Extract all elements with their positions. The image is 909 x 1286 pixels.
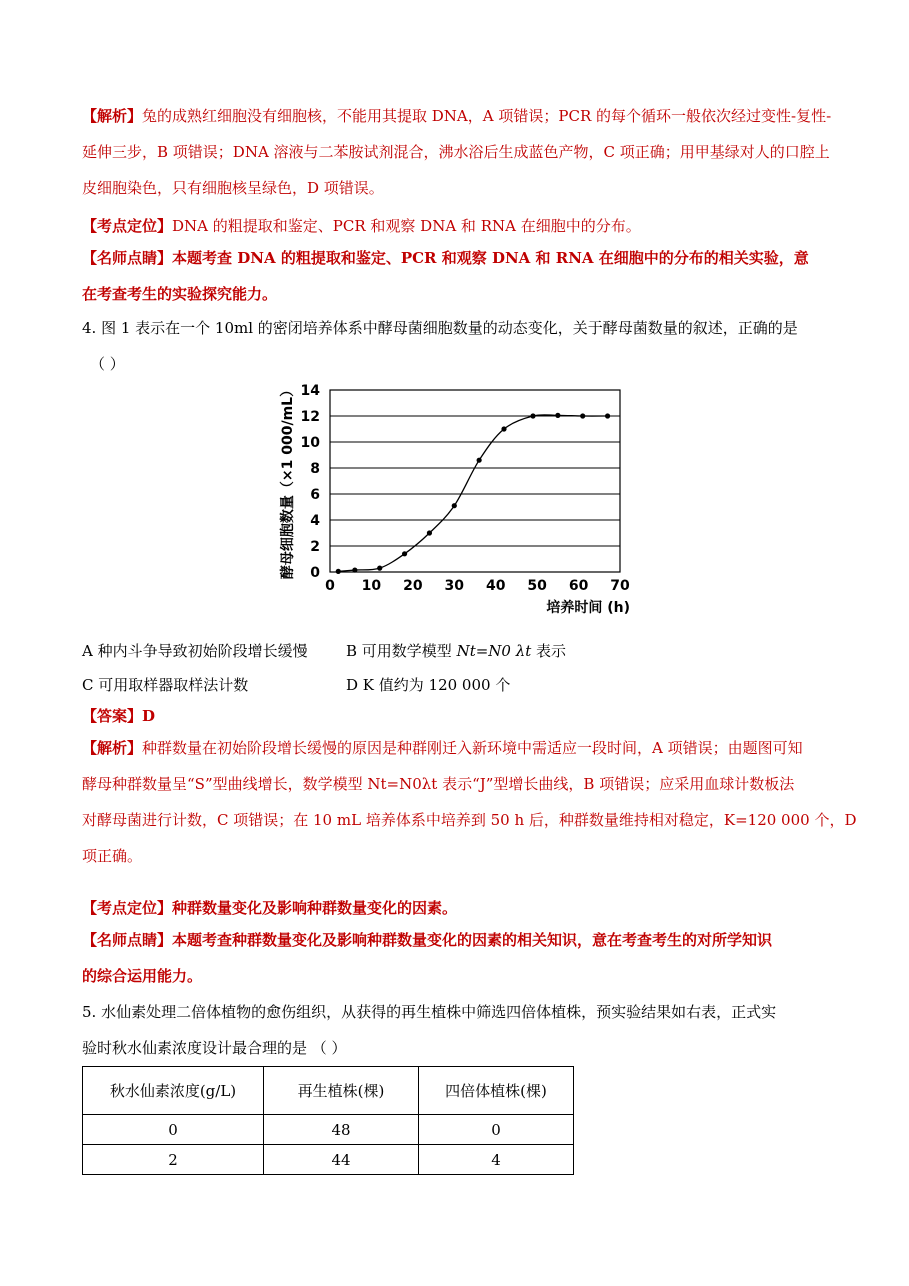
- x-tick-label: 10: [361, 578, 382, 594]
- option-c: C 可用取样器取样法计数: [82, 676, 249, 694]
- q4-mingshi: [82, 922, 828, 994]
- q3-mingshi-tag: 【名师点睛】: [82, 249, 173, 267]
- q4-answer-tag: 【答案】: [82, 707, 143, 725]
- q4-analysis-line-4: 项正确。: [82, 847, 143, 865]
- table-row: [83, 1115, 574, 1145]
- q4-mingshi-line-1: 本题考查种群数量变化及影响种群数量变化的因素的相关知识，意在考查考生的对所学知识: [172, 931, 773, 949]
- q5-stem-line-1: 5. 水仙素处理二倍体植物的愈伤组织，从获得的再生植株中筛选四倍体植株，预实验结果如右表，正式实: [82, 1003, 777, 1021]
- q3-kaodian-text: DNA 的粗提取和鉴定、PCR 和观察 DNA 和 RNA 在细胞中的分布。: [172, 217, 641, 235]
- q3-analysis: [82, 98, 832, 206]
- y-tick-label: 14: [300, 383, 320, 399]
- option-b-suffix: 表示: [531, 642, 567, 660]
- table-header-cell: 四倍体植株(棵): [419, 1067, 574, 1115]
- table-cell: 0: [83, 1115, 264, 1145]
- q3-analysis-line-1: 【解析】兔的成熟红细胞没有细胞核，不能用其提取 DNA，A 项错误；PCR 的每个循环一般依次经过变性-复性-: [82, 107, 832, 125]
- gridlines: [330, 416, 620, 546]
- x-tick-label: 0: [325, 578, 335, 594]
- table-cell: 44: [264, 1145, 419, 1175]
- table-cell: 0: [419, 1115, 574, 1145]
- table-header-cell: 再生植株(棵): [264, 1067, 419, 1115]
- option-a: A 种内斗争导致初始阶段增长缓慢: [82, 642, 308, 660]
- q3-analysis-line-3: 皮细胞染色，只有细胞核呈绿色，D 项错误。: [82, 179, 384, 197]
- q4-analysis: [82, 730, 857, 874]
- data-points: [336, 413, 610, 574]
- q4-analysis-line-2: 酵母种群数量呈“S”型曲线增长，数学模型 Nt=N0λt 表示“J”型增长曲线，B 项错误；应采用血球计数板法: [82, 775, 795, 793]
- x-axis-label: 培养时间 (h): [546, 600, 630, 616]
- data-point: [530, 413, 535, 418]
- data-point: [580, 413, 585, 418]
- data-point: [605, 413, 610, 418]
- q3-mingshi-line-2: 在考查考生的实验探究能力。: [82, 285, 278, 303]
- data-point: [402, 551, 407, 556]
- table-cell: 4: [419, 1145, 574, 1175]
- y-tick-labels: [301, 383, 321, 581]
- q4-stem: [82, 310, 828, 382]
- x-tick-label: 50: [527, 578, 547, 594]
- q3-mingshi-line-1: 本题考查 DNA 的粗提取和鉴定、PCR 和观察 DNA 和 RNA 在细胞中的分布的相关实验，意: [172, 249, 809, 267]
- table-row: [83, 1145, 574, 1175]
- q5-table: [82, 1066, 574, 1175]
- q3-mingshi: [82, 240, 828, 312]
- q4-stem-line-1: 4. 图 1 表示在一个 10ml 的密闭培养体系中酵母菌细胞数量的动态变化，关于酵母菌数量的叙述，正确的是: [82, 319, 798, 337]
- y-tick-label: 12: [300, 409, 320, 425]
- q4-answer-value: D: [142, 707, 156, 725]
- q4-stem-line-2: （ ）: [90, 355, 125, 373]
- q4-kaodian-text: 种群数量变化及影响种群数量变化的因素。: [172, 899, 458, 917]
- y-tick-label: 8: [310, 461, 320, 477]
- q3-kaodian: [82, 208, 828, 244]
- option-b-formula: Nt=N0 λt: [456, 642, 532, 660]
- growth-curve: [338, 415, 607, 572]
- q5-stem: [82, 994, 828, 1066]
- y-tick-label: 2: [310, 539, 320, 555]
- option-b-prefix: B 可用数学模型: [346, 642, 457, 660]
- data-point: [427, 530, 432, 535]
- data-point: [352, 567, 357, 572]
- q4-analysis-line-3: 对酵母菌进行计数，C 项错误；在 10 mL 培养体系中培养到 50 h 后，种群数量维持相对稳定，K=120 000 个，D: [82, 811, 857, 829]
- x-tick-label: 60: [568, 578, 589, 594]
- table-header-row: [83, 1067, 574, 1115]
- plot-frame: [330, 390, 620, 572]
- q3-kaodian-tag: 【考点定位】: [82, 217, 173, 235]
- table-cell: 2: [83, 1145, 264, 1175]
- q4-analysis-line-1: 【解析】种群数量在初始阶段增长缓慢的原因是种群刚迁入新环境中需适应一段时间，A 项错误；由题图可知: [82, 739, 803, 757]
- option-b: [346, 640, 566, 661]
- option-d: D K 值约为 120 000 个: [346, 676, 511, 694]
- data-point: [501, 426, 506, 431]
- data-point: [452, 503, 457, 508]
- x-tick-label: 70: [610, 578, 630, 594]
- table-cell: 48: [264, 1115, 419, 1145]
- q4-answer: [82, 698, 828, 734]
- table-header-cell: 秋水仙素浓度(g/L): [83, 1067, 264, 1115]
- y-axis-label: 酵母细胞数量（×1 000/mL）: [280, 382, 296, 580]
- x-tick-label: 20: [403, 578, 423, 594]
- data-point: [477, 458, 482, 463]
- x-tick-label: 30: [444, 578, 465, 594]
- y-tick-label: 4: [310, 513, 320, 529]
- data-point: [555, 413, 560, 418]
- q4-kaodian: [82, 890, 828, 926]
- yeast-growth-chart: [270, 378, 640, 623]
- data-point: [377, 566, 382, 571]
- x-tick-labels: [325, 578, 630, 594]
- q4-kaodian-tag: 【考点定位】: [82, 899, 173, 917]
- q5-stem-line-2: 验时秋水仙素浓度设计最合理的是 （ ）: [82, 1039, 347, 1057]
- data-point: [336, 569, 341, 574]
- y-tick-label: 6: [310, 487, 320, 503]
- q4-mingshi-line-2: 的综合运用能力。: [82, 967, 203, 985]
- y-tick-label: 10: [300, 435, 320, 451]
- y-tick-label: 0: [310, 565, 320, 581]
- x-tick-label: 40: [485, 578, 506, 594]
- q3-analysis-line-2: 延伸三步，B 项错误；DNA 溶液与二苯胺试剂混合，沸水浴后生成蓝色产物，C 项正确；用甲基绿对人的口腔上: [82, 143, 830, 161]
- q4-mingshi-tag: 【名师点睛】: [82, 931, 173, 949]
